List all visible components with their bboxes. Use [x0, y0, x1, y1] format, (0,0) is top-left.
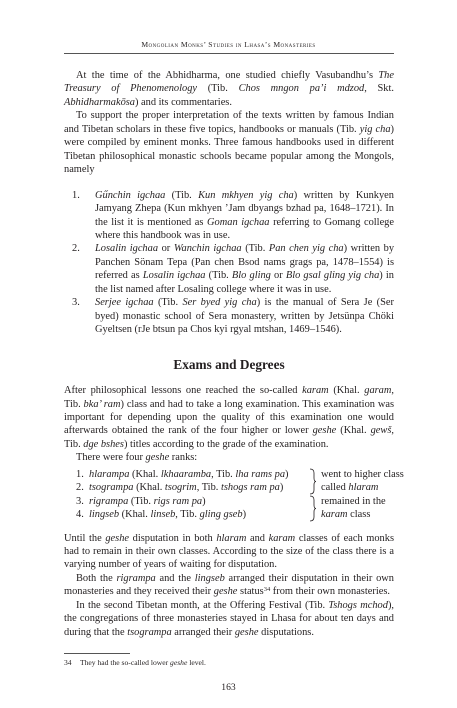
paragraph-offering-festival	[64, 599, 394, 639]
text-run: At the time of the Abhidharma, one studied chiefly Vasubandhu’s	[76, 70, 379, 81]
text-run: , Tib.	[175, 509, 200, 521]
list-number: 3.	[76, 495, 84, 507]
list-number: 3.	[72, 297, 80, 309]
handbook-item-3	[72, 296, 394, 336]
rank-item-4	[64, 508, 394, 521]
text-run: geshe	[105, 532, 130, 544]
text-run: status	[237, 586, 264, 598]
text-run: , Tib.	[196, 482, 221, 494]
text-run: geshe	[234, 626, 259, 638]
text-run: and the	[155, 572, 195, 584]
text-run: karam	[302, 385, 329, 397]
text-run: Losalin igchaa	[142, 270, 206, 282]
page-number: 163	[221, 682, 236, 693]
text-run: ) written by Kunkyen Jamyang Zhepa (Kun mkhyen ’Jam dbyangs bzhad pa, 1648–1721). In the list it is mentioned as	[95, 189, 394, 228]
text-run: They had the so-called lower	[80, 658, 171, 667]
text-run: hlarampa	[89, 468, 130, 480]
text-run: Goman igchaa	[207, 216, 270, 228]
text-run: (Khal.	[129, 468, 161, 480]
handbook-item-1	[72, 189, 394, 243]
text-run: gling gseb	[199, 509, 243, 521]
text-run: (Tib.	[205, 270, 232, 282]
text-run: geshe	[213, 586, 238, 598]
text-run: ) titles according to the grade of the examination.	[123, 438, 329, 450]
footnote-text	[80, 658, 206, 667]
text-run: remained in the	[321, 495, 386, 507]
text-run: or	[270, 270, 286, 282]
rank-text	[89, 468, 289, 481]
text-run: Serjee igchaa	[95, 297, 154, 309]
paragraph-ranks-intro	[64, 451, 394, 464]
text-run: )	[202, 495, 206, 507]
paragraph-abhidharma	[64, 69, 394, 109]
running-head: Mongolian Monks’ Studies in Lhasa’s Monasteries	[141, 40, 316, 49]
text-run: Ser byed yig cha	[182, 297, 257, 309]
geshe-rank-list	[64, 468, 404, 522]
text-run: ranks:	[169, 452, 198, 464]
rank-note	[321, 495, 386, 508]
text-run: linseb	[150, 509, 176, 521]
footnote-ref: 34	[263, 586, 271, 594]
rank-note	[321, 508, 370, 521]
text-run: (Tib.	[241, 243, 269, 255]
text-run: hlaram	[348, 482, 379, 494]
text-run: rigrampa	[116, 572, 156, 584]
text-run: , Tib.	[64, 385, 394, 410]
text-run: , Tib.	[211, 468, 236, 480]
text-run: Losalin igchaa	[95, 243, 159, 255]
text-run: karam	[268, 532, 296, 544]
text-run: (Khal.	[133, 482, 165, 494]
handbook-text	[95, 243, 394, 294]
text-run: )	[242, 509, 247, 521]
handbook-item-2	[72, 242, 394, 296]
text-run: and	[246, 532, 269, 544]
text-run: tsogrampa	[127, 626, 172, 638]
text-run: After philosophical lessons one reached the so-called	[64, 385, 303, 397]
text-run: arranged their	[171, 626, 235, 638]
text-run: bka’ ram	[83, 398, 121, 410]
text-run: To support the proper interpretation of the texts written by famous Indian and Tibetan scholars in these five topics, handbooks or manuals (Tib.	[64, 110, 394, 135]
text-run: Until the	[64, 532, 106, 544]
text-run: level.	[187, 658, 206, 667]
text-run: geshe	[145, 452, 170, 464]
footnote-rule	[64, 653, 130, 654]
text-run: referring to Gomang college where this handbook was in use.	[95, 216, 394, 241]
list-number: 4.	[76, 509, 84, 521]
text-run: Abhidharmakōsa	[64, 96, 135, 108]
text-run: (Tib.	[165, 189, 199, 201]
text-run: , Tib.	[64, 425, 395, 450]
text-run: ) written by Panchen Sönam Tepa (Pan chen Bsod nams grags pa, 1478–1554) is referred as	[95, 243, 395, 282]
text-run: ) class and had to take a long examination. This examination was important for depending upon the quality of this examination one would afterwards obtained the rank of the four higher or lower	[64, 398, 394, 437]
footnote	[64, 658, 394, 667]
text-run: ) is the manual of Sera Je (Ser byed) monastic school of Sera monastery, written by Jetsünpa Chöki Gyeltsen (rJe btsun pa Chos kyi rgyal mtshan, 1469–1546).	[95, 297, 394, 336]
paragraph-disputation	[64, 532, 394, 572]
text-run: The Treasury of Phenomenology	[64, 70, 394, 95]
text-run: lingseb	[89, 509, 120, 521]
text-run: lkhaaramba	[160, 468, 212, 480]
paragraph-rigrampa	[64, 572, 394, 599]
list-number: 1.	[76, 468, 84, 480]
rank-note	[321, 468, 404, 481]
text-run: tsogrampa	[89, 482, 134, 494]
paragraph-karam	[64, 384, 394, 451]
rank-item-1	[64, 468, 404, 481]
text-run: geshe	[312, 425, 337, 437]
paragraph-handbooks	[64, 109, 394, 176]
text-run: (Khal.	[119, 509, 151, 521]
header-rule	[64, 53, 394, 54]
section-heading: Exams and Degrees	[173, 356, 285, 372]
text-run: Wanchin igchaa	[173, 243, 242, 255]
text-run: Tshogs mchod	[328, 599, 388, 611]
text-run: (Tib.	[128, 495, 154, 507]
text-run: disputations.	[258, 626, 314, 638]
rank-text	[89, 508, 246, 521]
text-run: Blo gsal gling yig cha	[285, 270, 380, 282]
text-run: tsogrim	[164, 482, 197, 494]
text-run: classes of each monks had to remain in their own classes. According to the size of the class there is a varying number of years of waiting for disputation.	[64, 532, 394, 571]
text-run: lingseb	[194, 572, 225, 584]
text-run: called	[321, 482, 349, 494]
text-run: Chos mngon pa’i mdzod	[238, 83, 365, 95]
text-run: or	[158, 243, 174, 255]
list-number: 2.	[72, 243, 80, 255]
rank-item-2	[64, 481, 394, 494]
text-run: ) and its commentaries.	[135, 96, 232, 108]
text-run: went to higher class	[321, 468, 404, 480]
text-run: rigs ram pa	[153, 495, 203, 507]
text-run: gewš	[370, 425, 392, 437]
text-run: Gűnchin igchaa	[95, 189, 166, 201]
footnote-number: 34	[64, 658, 72, 667]
text-run: from their own monasteries.	[270, 586, 390, 598]
brace-lower-icon	[308, 495, 317, 522]
text-run: )	[279, 482, 284, 494]
list-number: 2.	[76, 482, 84, 494]
text-run: Kun mkhyen yig cha	[198, 189, 294, 201]
text-run: (Khal.	[336, 425, 371, 437]
main-text	[64, 69, 404, 639]
rank-note	[321, 481, 378, 494]
text-run: In the second Tibetan month, at the Offering Festival (Tib.	[76, 599, 329, 611]
text-run: garam	[364, 385, 392, 397]
handbook-list	[64, 189, 394, 337]
text-run: ) were compiled by eminent monks. Three famous handbooks used in different Tibetan philosophical monastic schools became popular among the Mongols, namely	[64, 123, 394, 176]
text-run: There were four	[76, 452, 146, 464]
text-run: ) in the list named after Losaling college where it was in use.	[95, 270, 394, 295]
text-run: , Skt.	[364, 83, 394, 95]
text-run: Both the	[76, 572, 117, 584]
text-run: Blo gling	[231, 270, 271, 282]
text-run: dge bshes	[83, 438, 124, 450]
text-run: karam	[321, 509, 348, 521]
text-run: tshogs ram pa	[220, 482, 280, 494]
text-run: (Tib.	[197, 83, 239, 95]
rank-item-3	[64, 495, 394, 508]
text-run: geshe	[170, 658, 188, 667]
rank-text	[89, 481, 283, 494]
text-run: hlaram	[216, 532, 247, 544]
text-run: class	[347, 509, 371, 521]
text-run: rigrampa	[89, 495, 129, 507]
handbook-text	[95, 190, 394, 241]
text-run: arranged their disputation in their own monasteries and they received their	[64, 572, 394, 598]
text-run: (Tib.	[153, 297, 183, 309]
text-run: yig cha	[359, 123, 391, 135]
text-run: (Khal.	[328, 385, 365, 397]
text-run: lha rams pa	[235, 468, 286, 480]
handbook-text	[95, 297, 394, 335]
text-run: Pan chen yig cha	[268, 243, 344, 255]
text-run: disputation in both	[129, 532, 217, 544]
text-run: ), the congregations of three monasteries stayed in Lhasa for about ten days and during that the	[64, 599, 394, 638]
text-run: )	[285, 468, 289, 480]
rank-text	[89, 495, 206, 508]
list-number: 1.	[72, 189, 80, 201]
brace-upper-icon	[308, 468, 317, 495]
